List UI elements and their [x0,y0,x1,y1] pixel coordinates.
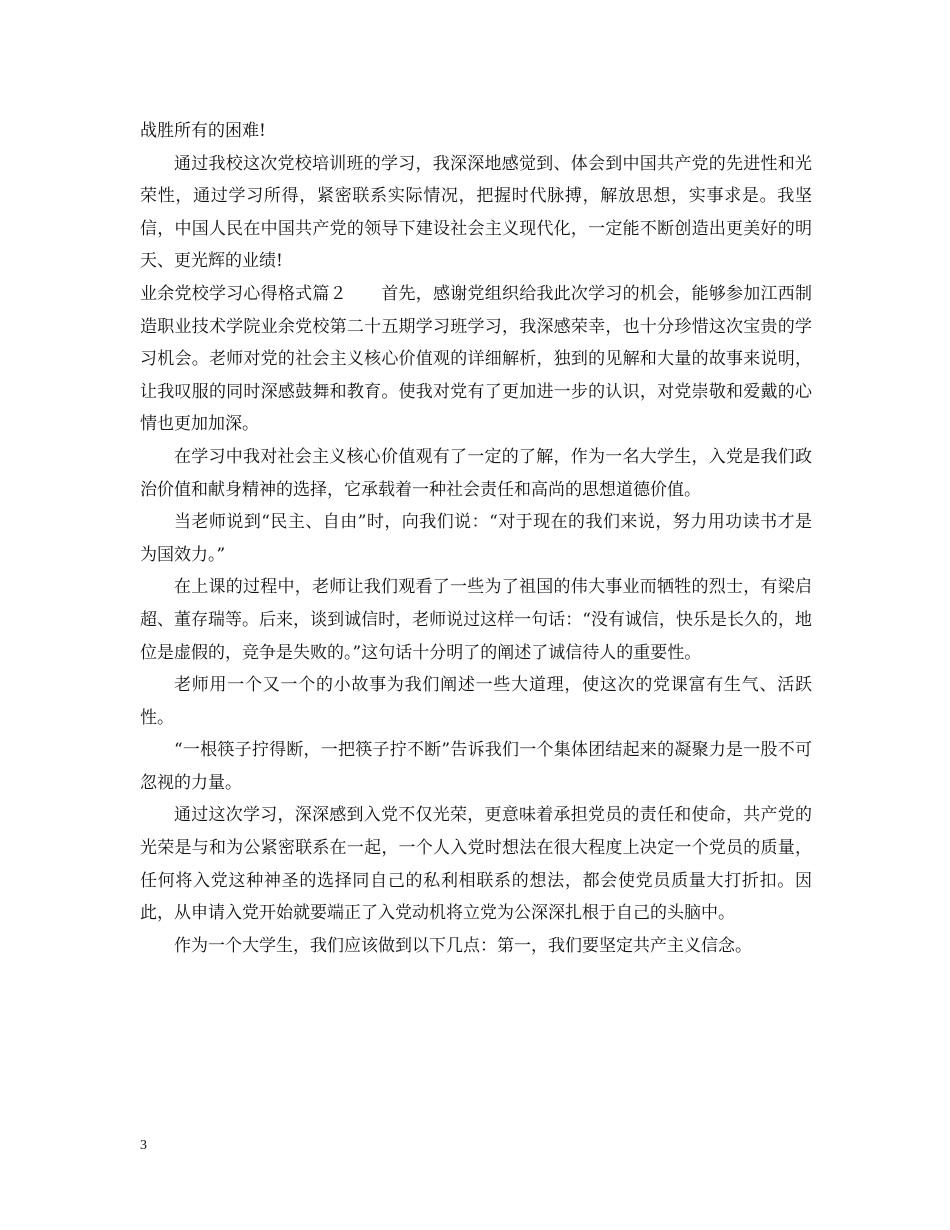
paragraph: 当老师说到“民主、自由”时，向我们说：“对于现在的我们来说，努力用功读书才是为国效力。” [140,512,812,565]
paragraph: “一根筷子拧得断，一把筷子拧不断”告诉我们一个集体团结起来的凝聚力是一股不可忽视的力量。 [140,740,812,793]
paragraph-section-heading: 业余党校学习心得格式篇２ 首先，感谢党组织给我此次学习的机会，能够参加江西制造职业技术学院业余党校第二十五期学习班学习，我深感荣幸，也十分珍惜这次宝贵的学习机会。老师对党的社会主义核心价值观的详细解析，独到的见解和大量的故事来说明，让我叹服的同时深感鼓舞和教育。使我对党有了更加进一步的认识，对党崇敬和爱戴的心情也更加加深。 [140,283,812,435]
paragraph: 作为一个大学生，我们应该做到以下几点：第一，我们要坚定共产主义信念。 [174,935,752,956]
document-body [140,115,812,962]
page-number: 3 [140,1138,147,1153]
paragraph: 在上课的过程中，老师让我们观看了一些为了祖国的伟大事业而牺牲的烈士，有梁启超、董存瑞等。后来，谈到诚信时，老师说过这样一句话：“没有诚信，快乐是长久的，地位是虚假的，竞争是失败的。”这句话十分明了的阐述了诚信待人的重要性。 [140,577,812,663]
paragraph: 在学习中我对社会主义核心价值观有了一定的了解，作为一名大学生，入党是我们政治价值和献身精神的选择，它承载着一种社会责任和高尚的思想道德价值。 [140,446,812,500]
paragraph-continuation: 战胜所有的困难! [140,121,266,141]
paragraph: 通过这次学习，深深感到入党不仅光荣，更意味着承担党员的责任和使命，共产党的光荣是与和为公紧密联系在一起，一个人入党时想法在很大程度上决定一个党员的质量，任何将入党这种神圣的选择同自己的私利相联系的想法，都会使党员质量大打折扣。因此，从申请入党开始就要端正了入党动机将立党为公深深扎根于自己的头脑中。 [140,805,812,924]
paragraph: 通过我校这次党校培训班的学习，我深深地感觉到、体会到中国共产党的先进性和光荣性，通过学习所得，紧密联系实际情况，把握时代脉搏，解放思想，实事求是。我坚信，中国人民在中国共产党的领导下建设社会主义现代化，一定能不断创造出更美好的明天、更光辉的业绩! [140,153,812,272]
paragraph: 老师用一个又一个的小故事为我们阐述一些大道理，使这次的党课富有生气、活跃性。 [140,675,812,728]
